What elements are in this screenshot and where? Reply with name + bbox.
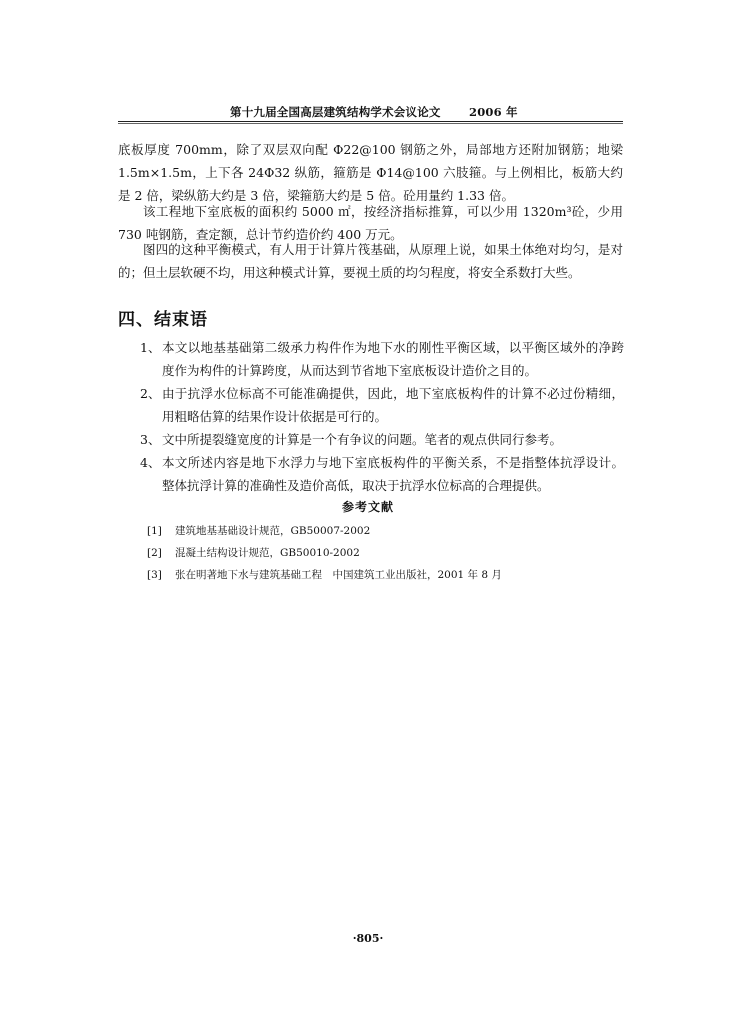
reference-list: [147, 520, 623, 586]
body-paragraph: 该工程地下室底板的面积约 5000 ㎡，按经济指标推算，可以少用 1320m³砼，少用 730 吨钢筋，查定额，总计节约造价约 400 万元。: [118, 204, 623, 242]
conclusion-item: [140, 382, 624, 428]
conclusion-number: 3、: [140, 432, 161, 447]
conclusion-item: [140, 451, 624, 497]
conference-year: 2006 年: [469, 105, 518, 119]
reference-item: [147, 542, 623, 564]
reference-text: 混凝土结构设计规范，GB50010-2002: [175, 547, 360, 559]
reference-text: 建筑地基基础设计规范，GB50007-2002: [175, 525, 371, 537]
references-heading: 参考文献: [341, 500, 394, 514]
running-header: [118, 104, 623, 122]
reference-number: [3]: [147, 569, 162, 581]
conclusion-number: 2、: [140, 386, 161, 401]
conclusion-text: 由于抗浮水位标高不可能准确提供，因此，地下室底板构件的计算不必过份精细，用粗略估算的结果作设计依据是可行的。: [162, 386, 624, 424]
reference-text: 张在明著地下水与建筑基础工程 中国建筑工业出版社，2001 年 8 月: [175, 569, 502, 581]
conclusion-number: 4、: [140, 455, 161, 470]
header-rule: [118, 121, 623, 122]
conclusion-item: [140, 428, 624, 451]
conclusion-list: [140, 336, 624, 497]
header-rule-secondary: [118, 123, 623, 124]
body-paragraph: 图四的这种平衡模式，有人用于计算片筏基础，从原理上说，如果土体绝对均匀，是对的；但土层软硬不均，用这种模式计算，要视土质的均匀程度，将安全系数打大些。: [118, 242, 623, 280]
conclusion-text: 本文以地基基础第二级承力构件作为地下水的刚性平衡区域，以平衡区域外的净跨度作为构件的计算跨度，从而达到节省地下室底板设计造价之目的。: [162, 340, 624, 378]
section-heading: 四、结束语: [118, 310, 208, 330]
page-number: ·805·: [352, 932, 384, 945]
reference-number: [1]: [147, 525, 162, 537]
body-paragraph: 底板厚度 700mm，除了双层双向配 Φ22@100 钢筋之外，局部地方还附加钢筋；地梁 1.5m×1.5m，上下各 24Φ32 纵筋，箍筋是 Φ14@100 六肢箍。与上例相比，板筋大约是 2 倍，梁纵筋大约是 3 倍，梁箍筋大约是 5 倍。砼用量约 1.33 倍。: [118, 142, 623, 203]
reference-item: [147, 520, 623, 542]
conclusion-text: 本文所述内容是地下水浮力与地下室底板构件的平衡关系，不是指整体抗浮设计。整体抗浮计算的准确性及造价高低，取决于抗浮水位标高的合理提供。: [162, 455, 624, 493]
conclusion-number: 1、: [140, 340, 161, 355]
reference-number: [2]: [147, 547, 162, 559]
reference-item: [147, 564, 623, 586]
conclusion-text: 文中所提裂缝宽度的计算是一个有争议的问题。笔者的观点供同行参考。: [162, 432, 563, 447]
conference-title: 第十九届全国高层建筑结构学术会议论文: [230, 105, 441, 119]
conclusion-item: [140, 336, 624, 382]
